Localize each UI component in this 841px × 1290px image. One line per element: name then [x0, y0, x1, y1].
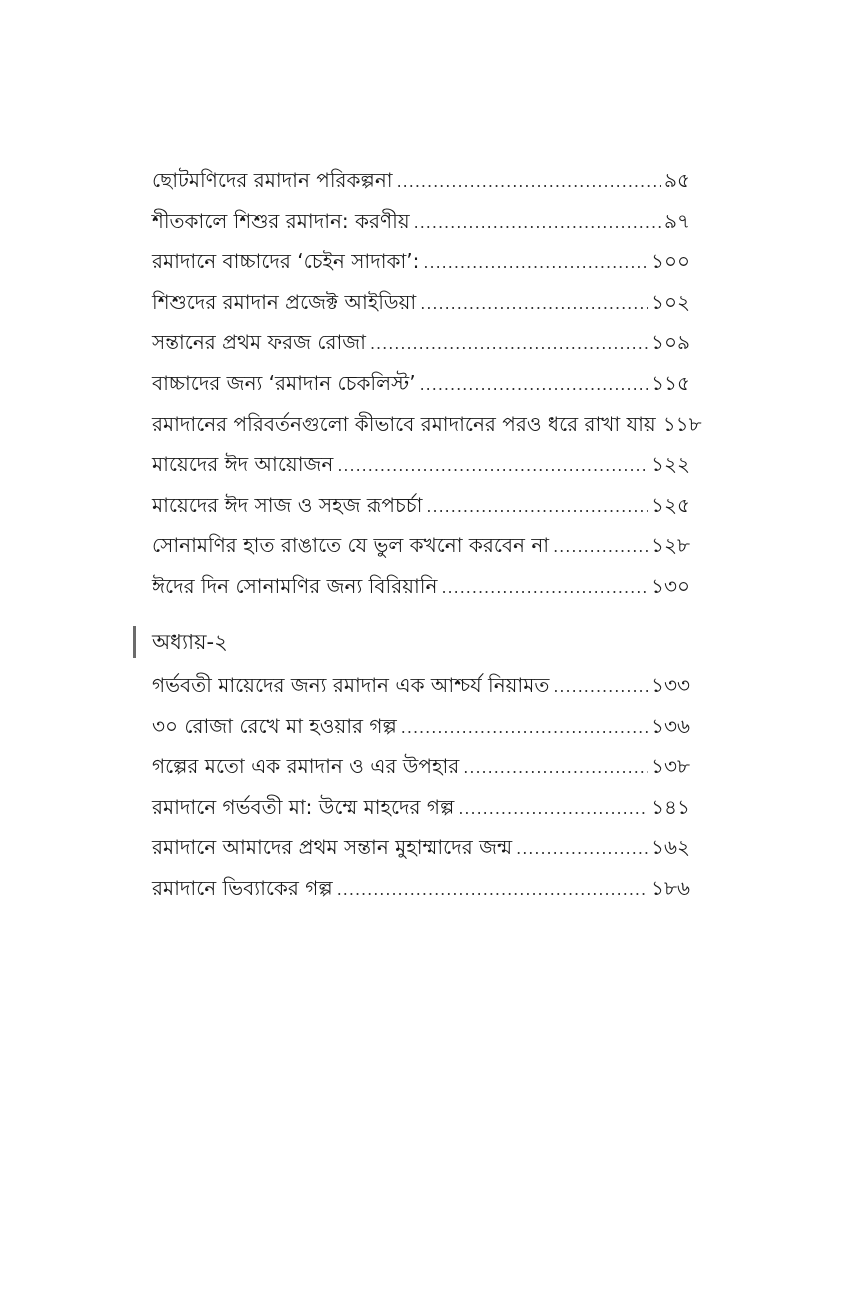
- chapter-title: অধ্যায়-২: [152, 630, 228, 654]
- toc-entry-page: ১০২: [651, 289, 690, 314]
- toc-entry-page: ১০৯: [651, 330, 690, 355]
- toc-entry-page: ১৩৮: [651, 754, 690, 779]
- dot-leader: [401, 708, 648, 749]
- toc-entry-page: ৯৫: [664, 168, 690, 192]
- toc-entry-page: ১৩৬: [651, 713, 690, 738]
- toc-entry-title: শিশুদের রমাদান প্রজেক্ট আইডিয়া: [152, 289, 417, 314]
- toc-entry-title: শীতকালে শিশুর রমাদান: করণীয়: [152, 208, 410, 233]
- toc-entry[interactable]: [152, 566, 690, 607]
- toc-entry-title: ঈদের দিন সোনামণির জন্য বিরিয়ানি: [152, 573, 438, 598]
- toc-entry-page: ১৩০: [651, 573, 690, 598]
- dot-leader: [414, 203, 661, 244]
- toc-entry-page: ৯৭: [664, 208, 690, 233]
- toc-entry-title: রমাদানে গর্ভবতী মা: উম্মে মাহদের গল্প: [152, 794, 455, 819]
- toc-entry-page: ১০০: [651, 249, 690, 274]
- toc-entry-title: রমাদানে বাচ্চাদের ‘চেইন সাদাকা’:: [152, 249, 420, 274]
- chapter-heading: [133, 624, 228, 660]
- toc-entry[interactable]: [152, 404, 702, 445]
- toc-entry-title: ছোটমণিদের রমাদান পরিকল্পনা: [152, 168, 393, 192]
- dot-leader: [516, 829, 648, 870]
- dot-leader: [337, 446, 648, 487]
- dot-leader: [423, 243, 648, 284]
- toc-entry[interactable]: [152, 706, 690, 747]
- toc-entry-title: মায়েদের ঈদ আয়োজন: [152, 452, 334, 477]
- toc-entry[interactable]: [152, 787, 690, 828]
- toc-entry-title: সন্তানের প্রথম ফরজ রোজা: [152, 330, 366, 355]
- dot-leader: [370, 324, 648, 365]
- dot-leader: [441, 568, 648, 609]
- chapter-marker-bar: [133, 626, 136, 658]
- dot-leader: [420, 365, 648, 406]
- toc-entry-title: গর্ভবতী মায়েদের জন্য রমাদান এক আশ্চর্য নিয়ামত: [152, 673, 550, 697]
- toc-entry[interactable]: [152, 201, 690, 242]
- toc-entry[interactable]: [152, 444, 690, 485]
- dot-leader: [553, 527, 648, 568]
- toc-entry-page: ১১৫: [651, 370, 690, 395]
- toc-entry-title: মায়েদের ঈদ সাজ ও সহজ রূপচর্চা: [152, 492, 423, 517]
- toc-entry-title: সোনামণির হাত রাঙাতে যে ভুল কখনো করবেন না: [152, 533, 550, 558]
- toc-entry-page: ১২৫: [651, 492, 690, 517]
- toc-entry-title: রমাদানে ভিব্যাকের গল্প: [152, 875, 333, 900]
- dot-leader: [397, 162, 661, 203]
- toc-entry[interactable]: [152, 485, 690, 526]
- toc-entry-title: রমাদানে আমাদের প্রথম সন্তান মুহাম্মাদের জন্ম: [152, 835, 513, 860]
- toc-entry[interactable]: [152, 525, 690, 566]
- toc-entry[interactable]: [152, 241, 690, 282]
- dot-leader: [553, 667, 648, 708]
- toc-entry-page: ১১৮: [662, 411, 702, 436]
- toc-entry-page: ১২৮: [651, 533, 690, 558]
- toc-entry[interactable]: [152, 282, 690, 323]
- dot-leader: [458, 789, 648, 830]
- toc-entry-page: ১৩৩: [651, 673, 690, 697]
- dot-leader: [463, 748, 648, 789]
- toc-entry[interactable]: [152, 363, 690, 404]
- toc-entry[interactable]: [152, 665, 690, 706]
- toc-entry-page: ১৪১: [651, 794, 690, 819]
- dot-leader: [420, 284, 648, 325]
- dot-leader: [337, 870, 648, 911]
- toc-entry-title: রমাদানের পরিবর্তনগুলো কীভাবে রমাদানের পরও ধরে রাখা যায়: [152, 411, 656, 436]
- toc-entry-title: বাচ্চাদের জন্য ‘রমাদান চেকলিস্ট’: [152, 370, 416, 395]
- toc-entry[interactable]: [152, 746, 690, 787]
- toc-entry-title: গল্পের মতো এক রমাদান ও এর উপহার: [152, 754, 460, 779]
- toc-entry-page: ১২২: [651, 452, 690, 477]
- dot-leader: [426, 487, 648, 528]
- toc-section-1: [152, 160, 702, 607]
- toc-entry[interactable]: [152, 827, 690, 868]
- toc-entry[interactable]: [152, 160, 690, 201]
- toc-entry[interactable]: [152, 322, 690, 363]
- toc-entry-page: ১৮৬: [651, 875, 690, 900]
- toc-entry[interactable]: [152, 868, 690, 909]
- toc-entry-title: ৩০ রোজা রেখে মা হওয়ার গল্প: [152, 713, 397, 738]
- toc-entry-page: ১৬২: [651, 835, 690, 860]
- toc-section-2: [152, 665, 690, 909]
